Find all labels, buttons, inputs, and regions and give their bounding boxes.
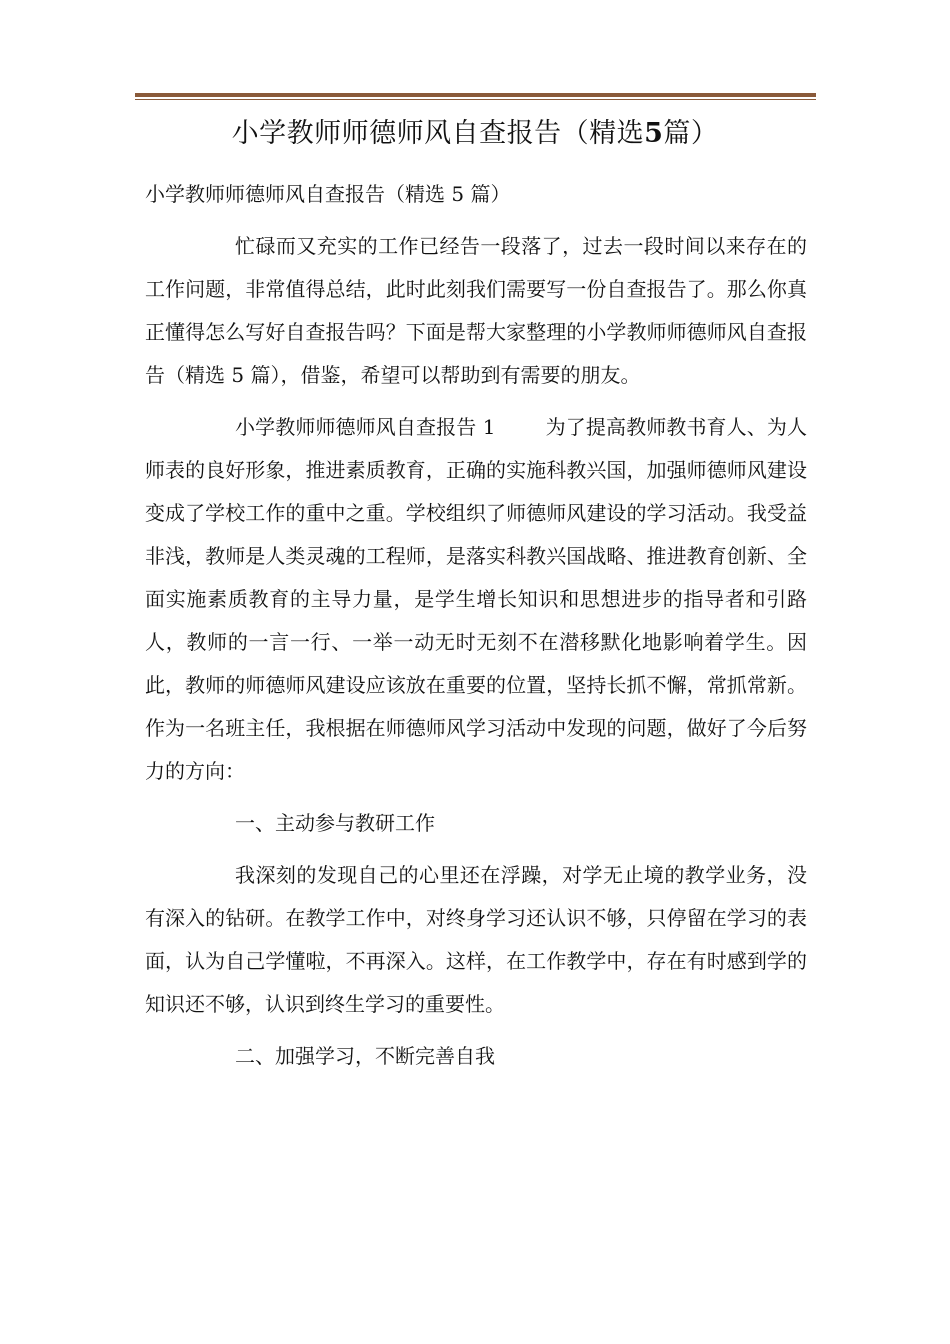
title-number: 5 (644, 118, 664, 149)
section-2-heading: 二、加强学习，不断完善自我 (235, 1044, 495, 1068)
header-rule-thick (135, 93, 816, 97)
title-suffix: 篇） (663, 118, 719, 149)
report-1-body: 为了提高教师教书育人、为人师表的良好形象，推进素质教育，正确的实施科教兴国，加强师德师风建设变成了学校工作的重中之重。学校组织了师德师风建设的学习活动。我受益非浅，教师是人类灵魂的工程师，是落实科教兴国战略、推进教育创新、全面实施素质教育的主导力量，是学生增长知识和思想进步的指导者和引路人，教师的一言一行、一举一动无时无刻不在潜移默化地影响着学生。因此，教师的师德师风建设应该放在重要的位置，坚持长抓不懈，常抓常新。作为一名班主任，我根据在师德师风学习活动中发现的问题，做好了今后努力的方向： (145, 415, 807, 783)
title-prefix: 小学教师师德师风自查报告（精选 (231, 118, 645, 149)
header-rule-thin (135, 99, 816, 100)
section-1-paragraph: 我深刻的发现自己的心里还在浮躁，对学无止境的教学业务，没有深入的钻研。在教学工作中，对终身学习还认识不够，只停留在学习的表面，认为自己学懂啦，不再深入。这样，在工作教学中，存在有时感到学的知识还不够，认识到终生学习的重要性。 (145, 863, 807, 1016)
document-title (0, 116, 950, 152)
intro-paragraph: 忙碌而又充实的工作已经告一段落了，过去一段时间以来存在的工作问题，非常值得总结，此时此刻我们需要写一份自查报告了。那么你真正懂得怎么写好自查报告吗？下面是帮大家整理的小学教师师德师风自查报告（精选 5 篇），借鉴，希望可以帮助到有需要的朋友。 (145, 234, 807, 387)
report-1-paragraph (145, 406, 807, 793)
document-body (145, 173, 807, 1087)
section-1-heading: 一、主动参与教研工作 (235, 811, 435, 835)
document-subtitle: 小学教师师德师风自查报告（精选 5 篇） (145, 182, 511, 206)
report-1-heading: 小学教师师德师风自查报告 1 (235, 415, 496, 439)
